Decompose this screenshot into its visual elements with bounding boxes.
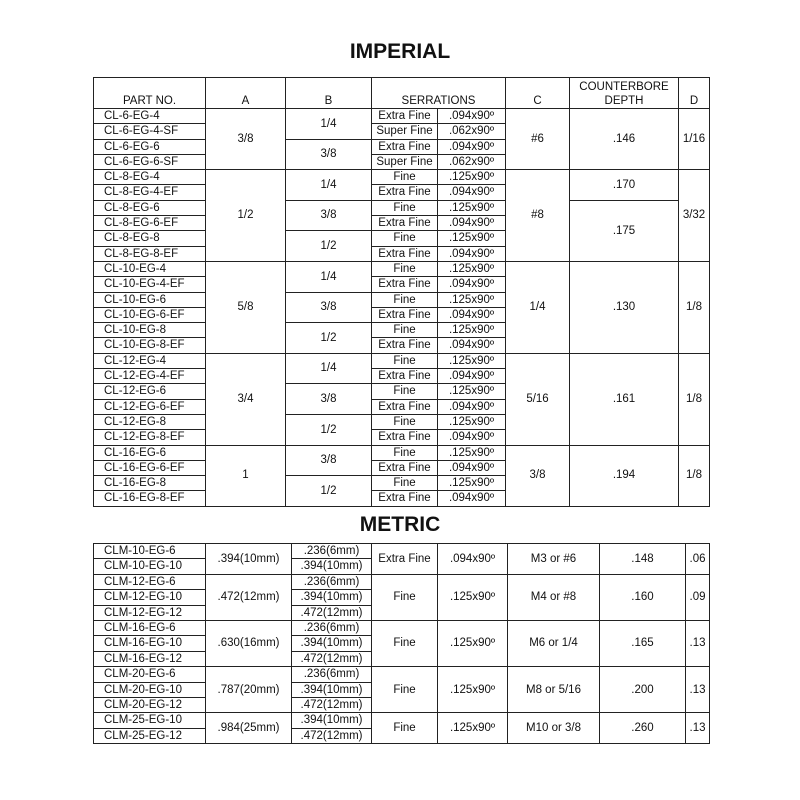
part-number-cell: CL-10-EG-6-EF	[94, 307, 206, 322]
part-number-cell: CL-10-EG-8-EF	[94, 338, 206, 353]
part-number-cell: CL-16-EG-8-EF	[94, 491, 206, 506]
part-number-cell: CL-10-EG-4-EF	[94, 277, 206, 292]
c-cell: M8 or 5/16	[508, 667, 600, 713]
a-cell: 5/8	[206, 261, 286, 353]
table-row	[94, 170, 710, 185]
serration-spec-cell: .125x90º	[438, 621, 508, 667]
part-number-cell: CLM-20-EG-10	[94, 682, 206, 697]
counterbore-depth-cell: .161	[570, 353, 679, 445]
header-serrations: SERRATIONS	[372, 78, 506, 109]
serration-spec-cell: .125x90º	[438, 574, 508, 620]
header-counterbore-depth	[570, 78, 679, 109]
serration-spec-cell: .094x90º	[438, 399, 506, 414]
d-cell: .13	[686, 621, 710, 667]
b-cell: 3/8	[286, 139, 372, 170]
a-cell: 1	[206, 445, 286, 506]
serration-spec-cell: .094x90º	[438, 139, 506, 154]
serration-type-cell: Fine	[372, 231, 438, 246]
b-cell: 1/4	[286, 170, 372, 201]
a-cell: .394(10mm)	[206, 544, 292, 575]
part-number-cell: CL-12-EG-6-EF	[94, 399, 206, 414]
part-number-cell: CL-8-EG-8-EF	[94, 246, 206, 261]
part-number-cell: CLM-16-EG-10	[94, 636, 206, 651]
part-number-cell: CLM-16-EG-6	[94, 621, 206, 636]
serration-type-cell: Extra Fine	[372, 399, 438, 414]
serration-spec-cell: .125x90º	[438, 667, 508, 713]
b-cell: 3/8	[286, 200, 372, 231]
metric-title: METRIC	[359, 513, 441, 536]
a-cell: 3/8	[206, 109, 286, 170]
part-number-cell: CL-8-EG-4	[94, 170, 206, 185]
b-cell: .236(6mm)	[292, 574, 372, 589]
serration-type-cell: Extra Fine	[372, 369, 438, 384]
serration-type-cell: Extra Fine	[372, 216, 438, 231]
part-number-cell: CL-16-EG-6	[94, 445, 206, 460]
serration-spec-cell: .125x90º	[438, 384, 506, 399]
header-c: C	[506, 78, 570, 109]
table-row	[94, 261, 710, 276]
serration-type-cell: Extra Fine	[372, 277, 438, 292]
serration-spec-cell: .094x90º	[438, 544, 508, 575]
table-row	[94, 353, 710, 368]
serration-type-cell: Fine	[372, 292, 438, 307]
serration-type-cell: Fine	[372, 667, 438, 713]
serration-type-cell: Fine	[372, 323, 438, 338]
b-cell: .394(10mm)	[292, 713, 372, 728]
serration-type-cell: Fine	[372, 414, 438, 429]
b-cell: 1/2	[286, 323, 372, 354]
c-cell: M6 or 1/4	[508, 621, 600, 667]
b-cell: 3/8	[286, 384, 372, 415]
serration-type-cell: Extra Fine	[372, 338, 438, 353]
part-number-cell: CL-6-EG-6-SF	[94, 154, 206, 169]
part-number-cell: CL-10-EG-4	[94, 261, 206, 276]
table-row	[94, 574, 710, 589]
counterbore-depth-cell: .260	[600, 713, 686, 744]
serration-type-cell: Fine	[372, 621, 438, 667]
b-cell: .236(6mm)	[292, 621, 372, 636]
c-cell: M4 or #8	[508, 574, 600, 620]
part-number-cell: CL-12-EG-8	[94, 414, 206, 429]
table-row	[94, 621, 710, 636]
serration-type-cell: Extra Fine	[372, 491, 438, 506]
counterbore-depth-cell: .130	[570, 261, 679, 353]
serration-spec-cell: .125x90º	[438, 445, 506, 460]
table-row	[94, 200, 710, 215]
header-d: D	[679, 78, 710, 109]
table-row	[94, 544, 710, 559]
b-cell: 1/4	[286, 109, 372, 140]
serration-spec-cell: .094x90º	[438, 277, 506, 292]
serration-spec-cell: .125x90º	[438, 323, 506, 338]
c-cell: #8	[506, 170, 570, 262]
counterbore-depth-cell: .146	[570, 109, 679, 170]
serration-spec-cell: .125x90º	[438, 476, 506, 491]
b-cell: 1/2	[286, 414, 372, 445]
serration-spec-cell: .125x90º	[438, 414, 506, 429]
serration-spec-cell: .094x90º	[438, 109, 506, 124]
serration-type-cell: Extra Fine	[372, 185, 438, 200]
part-number-cell: CLM-12-EG-12	[94, 605, 206, 620]
a-cell: .472(12mm)	[206, 574, 292, 620]
b-cell: 3/8	[286, 292, 372, 323]
part-number-cell: CLM-12-EG-10	[94, 590, 206, 605]
serration-type-cell: Super Fine	[372, 124, 438, 139]
counterbore-depth-cell: .165	[600, 621, 686, 667]
c-cell: M3 or #6	[508, 544, 600, 575]
table-row	[94, 667, 710, 682]
part-number-cell: CL-16-EG-8	[94, 476, 206, 491]
serration-spec-cell: .125x90º	[438, 231, 506, 246]
counterbore-depth-cell: .160	[600, 574, 686, 620]
part-number-cell: CLM-20-EG-6	[94, 667, 206, 682]
part-number-cell: CL-16-EG-6-EF	[94, 460, 206, 475]
b-cell: 1/2	[286, 231, 372, 262]
part-number-cell: CLM-16-EG-12	[94, 651, 206, 666]
d-cell: .13	[686, 713, 710, 744]
part-number-cell: CL-6-EG-4-SF	[94, 124, 206, 139]
d-cell: 1/8	[679, 353, 710, 445]
c-cell: 5/16	[506, 353, 570, 445]
d-cell: 1/8	[679, 445, 710, 506]
serration-type-cell: Super Fine	[372, 154, 438, 169]
d-cell: .09	[686, 574, 710, 620]
serration-spec-cell: .094x90º	[438, 185, 506, 200]
serration-type-cell: Fine	[372, 713, 438, 744]
header-b: B	[286, 78, 372, 109]
counterbore-depth-cell: .200	[600, 667, 686, 713]
part-number-cell: CL-8-EG-6-EF	[94, 216, 206, 231]
part-number-cell: CL-8-EG-6	[94, 200, 206, 215]
header-counterbore: COUNTERBORE	[579, 81, 669, 93]
serration-spec-cell: .094x90º	[438, 216, 506, 231]
a-cell: .630(16mm)	[206, 621, 292, 667]
counterbore-depth-cell: .148	[600, 544, 686, 575]
c-cell: 3/8	[506, 445, 570, 506]
counterbore-depth-cell: .194	[570, 445, 679, 506]
a-cell: 1/2	[206, 170, 286, 262]
table-row	[94, 445, 710, 460]
header-part-no: PART NO.	[94, 78, 206, 109]
b-cell: .472(12mm)	[292, 728, 372, 743]
serration-type-cell: Extra Fine	[372, 307, 438, 322]
imperial-title: IMPERIAL	[349, 40, 451, 63]
serration-type-cell: Extra Fine	[372, 430, 438, 445]
serration-spec-cell: .062x90º	[438, 154, 506, 169]
serration-spec-cell: .094x90º	[438, 460, 506, 475]
serration-spec-cell: .125x90º	[438, 292, 506, 307]
part-number-cell: CL-12-EG-6	[94, 384, 206, 399]
c-cell: #6	[506, 109, 570, 170]
table-row	[94, 109, 710, 124]
part-number-cell: CL-12-EG-4	[94, 353, 206, 368]
serration-type-cell: Fine	[372, 353, 438, 368]
b-cell: .472(12mm)	[292, 605, 372, 620]
a-cell: .787(20mm)	[206, 667, 292, 713]
b-cell: .472(12mm)	[292, 651, 372, 666]
part-number-cell: CLM-10-EG-6	[94, 544, 206, 559]
d-cell: 3/32	[679, 170, 710, 262]
header-a: A	[206, 78, 286, 109]
serration-type-cell: Fine	[372, 476, 438, 491]
b-cell: 1/2	[286, 476, 372, 507]
d-cell: .13	[686, 667, 710, 713]
part-number-cell: CL-12-EG-8-EF	[94, 430, 206, 445]
a-cell: 3/4	[206, 353, 286, 445]
b-cell: 3/8	[286, 445, 372, 476]
b-cell: .236(6mm)	[292, 667, 372, 682]
part-number-cell: CL-8-EG-8	[94, 231, 206, 246]
metric-table	[93, 543, 710, 744]
serration-type-cell: Fine	[372, 200, 438, 215]
part-number-cell: CLM-20-EG-12	[94, 698, 206, 713]
d-cell: .06	[686, 544, 710, 575]
serration-spec-cell: .125x90º	[438, 170, 506, 185]
c-cell: 1/4	[506, 261, 570, 353]
b-cell: .394(10mm)	[292, 590, 372, 605]
serration-spec-cell: .125x90º	[438, 713, 508, 744]
serration-type-cell: Extra Fine	[372, 246, 438, 261]
part-number-cell: CLM-10-EG-10	[94, 559, 206, 574]
serration-spec-cell: .094x90º	[438, 246, 506, 261]
d-cell: 1/8	[679, 261, 710, 353]
counterbore-depth-cell: .175	[570, 200, 679, 261]
serration-type-cell: Extra Fine	[372, 460, 438, 475]
serration-type-cell: Fine	[372, 261, 438, 276]
serration-spec-cell: .094x90º	[438, 430, 506, 445]
serration-spec-cell: .125x90º	[438, 200, 506, 215]
serration-type-cell: Extra Fine	[372, 544, 438, 575]
part-number-cell: CL-6-EG-4	[94, 109, 206, 124]
table-row	[94, 713, 710, 728]
b-cell: .394(10mm)	[292, 559, 372, 574]
serration-type-cell: Fine	[372, 384, 438, 399]
header-depth: DEPTH	[604, 95, 644, 107]
b-cell: 1/4	[286, 353, 372, 384]
serration-spec-cell: .094x90º	[438, 307, 506, 322]
b-cell: .236(6mm)	[292, 544, 372, 559]
part-number-cell: CL-12-EG-4-EF	[94, 369, 206, 384]
b-cell: .394(10mm)	[292, 682, 372, 697]
a-cell: .984(25mm)	[206, 713, 292, 744]
serration-type-cell: Extra Fine	[372, 139, 438, 154]
d-cell: 1/16	[679, 109, 710, 170]
serration-spec-cell: .062x90º	[438, 124, 506, 139]
serration-type-cell: Extra Fine	[372, 109, 438, 124]
serration-type-cell: Fine	[372, 170, 438, 185]
serration-spec-cell: .094x90º	[438, 338, 506, 353]
serration-spec-cell: .125x90º	[438, 353, 506, 368]
part-number-cell: CLM-12-EG-6	[94, 574, 206, 589]
c-cell: M10 or 3/8	[508, 713, 600, 744]
part-number-cell: CLM-25-EG-10	[94, 713, 206, 728]
imperial-header-row	[94, 78, 710, 109]
imperial-table	[93, 77, 710, 507]
b-cell: 1/4	[286, 261, 372, 292]
part-number-cell: CL-10-EG-6	[94, 292, 206, 307]
part-number-cell: CL-10-EG-8	[94, 323, 206, 338]
serration-type-cell: Fine	[372, 574, 438, 620]
b-cell: .472(12mm)	[292, 698, 372, 713]
counterbore-depth-cell: .170	[570, 170, 679, 201]
part-number-cell: CLM-25-EG-12	[94, 728, 206, 743]
serration-spec-cell: .125x90º	[438, 261, 506, 276]
serration-type-cell: Fine	[372, 445, 438, 460]
serration-spec-cell: .094x90º	[438, 369, 506, 384]
part-number-cell: CL-6-EG-6	[94, 139, 206, 154]
serration-spec-cell: .094x90º	[438, 491, 506, 506]
part-number-cell: CL-8-EG-4-EF	[94, 185, 206, 200]
b-cell: .394(10mm)	[292, 636, 372, 651]
